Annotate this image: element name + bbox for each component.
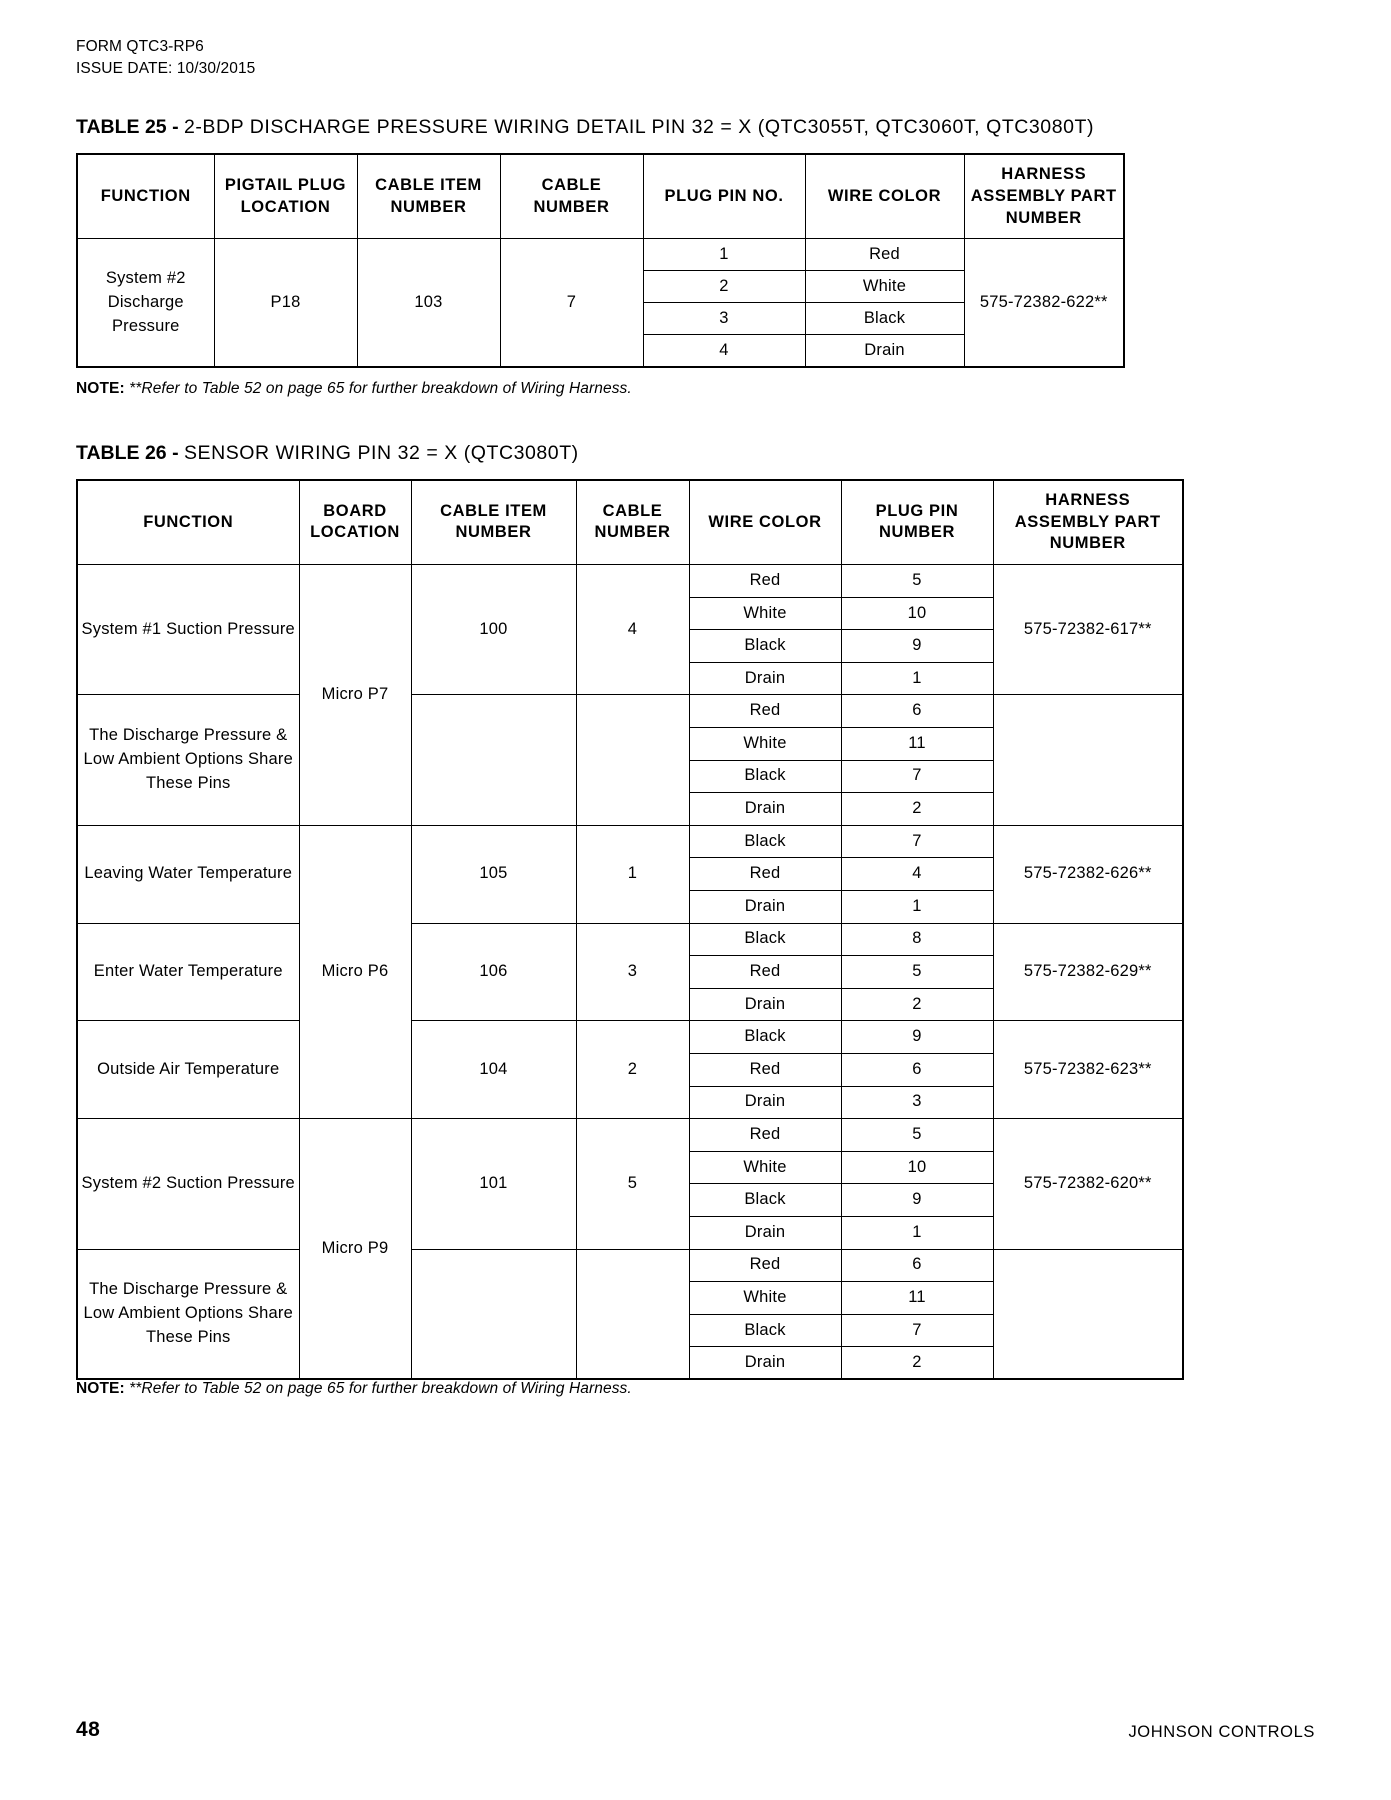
cell-plug-pin: 5: [841, 956, 993, 989]
cell-wire-color: Drain: [689, 1347, 841, 1380]
cell-wire-color: Red: [689, 1119, 841, 1152]
th-harness-assembly-part-number: HARNESS ASSEMBLY PART NUMBER: [993, 480, 1183, 565]
cell-plug-pin: 11: [841, 1282, 993, 1315]
form-number: FORM QTC3-RP6: [76, 38, 204, 55]
cell-plug-pin: 7: [841, 825, 993, 858]
table-26-note: [76, 1380, 1319, 1398]
table-25-title: [76, 116, 1319, 139]
cell-cable-item-number: 106: [411, 923, 576, 1021]
page-number: 48: [76, 1718, 101, 1741]
cell-function: System #2 Discharge Pressure: [77, 239, 214, 367]
cell-cable-item-number: 103: [357, 239, 500, 367]
cell-cable-number: 5: [576, 1119, 689, 1249]
note-label: NOTE:: [76, 1380, 125, 1398]
cell-wire-color: Drain: [689, 988, 841, 1021]
th-plug-pin-number: PLUG PIN NUMBER: [841, 480, 993, 565]
cell-function: The Discharge Pressure & Low Ambient Options Share These Pins: [77, 695, 299, 825]
cell-wire-color: White: [689, 597, 841, 630]
cell-harness-part-number: 575-72382-617**: [993, 565, 1183, 695]
table-26-title: [76, 442, 1319, 465]
th-cable-item-number: CABLE ITEM NUMBER: [411, 480, 576, 565]
table-26: [76, 479, 1184, 1381]
cell-plug-pin: 9: [841, 630, 993, 663]
cell-wire-color: Drain: [689, 891, 841, 924]
cell-wire-color: White: [689, 1282, 841, 1315]
cell-wire-color: Black: [689, 760, 841, 793]
table-row: [77, 825, 1183, 858]
cell-function: The Discharge Pressure & Low Ambient Options Share These Pins: [77, 1249, 299, 1379]
cell-cable-number: 7: [500, 239, 643, 367]
cell-plug-pin: 2: [841, 988, 993, 1021]
cell-wire-color: Red: [689, 858, 841, 891]
cell-harness-part-number: 575-72382-622**: [964, 239, 1124, 367]
cell-board-location: Micro P9: [299, 1119, 411, 1380]
cell-plug-pin: 4: [643, 335, 805, 367]
table-row: [77, 565, 1183, 598]
cell-plug-pin: 1: [841, 1216, 993, 1249]
cell-plug-pin: 2: [841, 1347, 993, 1380]
note-text: **Refer to Table 52 on page 65 for further breakdown of Wiring Harness.: [129, 1380, 632, 1398]
cell-wire-color: Red: [689, 565, 841, 598]
cell-wire-color: Black: [689, 1021, 841, 1054]
cell-wire-color: White: [689, 1151, 841, 1184]
cell-plug-pin: 5: [841, 565, 993, 598]
cell-plug-pin: 2: [643, 271, 805, 303]
th-cable-number: CABLE NUMBER: [576, 480, 689, 565]
company-name: JOHNSON CONTROLS: [1128, 1723, 1315, 1741]
table-25-title-lead: TABLE 25 -: [76, 116, 184, 138]
cell-harness-part-number: 575-72382-623**: [993, 1021, 1183, 1119]
cell-harness-part-number: 575-72382-629**: [993, 923, 1183, 1021]
table-row: [77, 239, 1124, 271]
cell-cable-number: [576, 1249, 689, 1379]
table-25-note: [76, 380, 1319, 398]
note-text: **Refer to Table 52 on page 65 for further breakdown of Wiring Harness.: [129, 379, 632, 397]
cell-wire-color: Black: [689, 1184, 841, 1217]
cell-wire-color: Black: [689, 923, 841, 956]
cell-wire-color: Red: [689, 695, 841, 728]
table-row: [77, 695, 1183, 728]
cell-wire-color: Drain: [689, 1216, 841, 1249]
cell-cable-item-number: 104: [411, 1021, 576, 1119]
cell-wire-color: White: [689, 728, 841, 761]
table-row: [77, 1249, 1183, 1282]
cell-cable-number: [576, 695, 689, 825]
cell-wire-color: Red: [689, 956, 841, 989]
cell-wire-color: Drain: [689, 1086, 841, 1119]
th-cable-number: CABLE NUMBER: [500, 154, 643, 239]
cell-function: Outside Air Temperature: [77, 1021, 299, 1119]
th-wire-color: WIRE COLOR: [689, 480, 841, 565]
table-row: [77, 923, 1183, 956]
cell-cable-item-number: [411, 1249, 576, 1379]
issue-date: ISSUE DATE: 10/30/2015: [76, 60, 256, 77]
cell-plug-pin: 1: [841, 891, 993, 924]
cell-cable-number: 1: [576, 825, 689, 923]
cell-plug-pin: 3: [643, 303, 805, 335]
cell-cable-item-number: 105: [411, 825, 576, 923]
table-row: [77, 1119, 1183, 1152]
cell-board-location: Micro P6: [299, 825, 411, 1118]
note-label: NOTE:: [76, 379, 125, 397]
cell-cable-number: 2: [576, 1021, 689, 1119]
th-harness-assembly-part-number: HARNESS ASSEMBLY PART NUMBER: [964, 154, 1124, 239]
cell-plug-pin: 3: [841, 1086, 993, 1119]
cell-cable-item-number: 100: [411, 565, 576, 695]
cell-wire-color: Drain: [689, 793, 841, 826]
cell-plug-pin: 1: [841, 662, 993, 695]
cell-harness-part-number: 575-72382-620**: [993, 1119, 1183, 1249]
cell-wire-color: Black: [689, 825, 841, 858]
cell-wire-color: Red: [805, 239, 964, 271]
cell-cable-number: 3: [576, 923, 689, 1021]
cell-function: System #2 Suction Pressure: [77, 1119, 299, 1249]
cell-plug-pin: 6: [841, 695, 993, 728]
cell-harness-part-number: [993, 1249, 1183, 1379]
table-25-header-row: [77, 154, 1124, 239]
cell-cable-item-number: 101: [411, 1119, 576, 1249]
th-function: FUNCTION: [77, 480, 299, 565]
cell-plug-pin: 1: [643, 239, 805, 271]
table-26-title-lead: TABLE 26 -: [76, 441, 184, 464]
cell-wire-color: Drain: [689, 662, 841, 695]
th-function: FUNCTION: [77, 154, 214, 239]
cell-harness-part-number: [993, 695, 1183, 825]
cell-pigtail-plug-location: P18: [214, 239, 357, 367]
cell-function: System #1 Suction Pressure: [77, 565, 299, 695]
cell-plug-pin: 4: [841, 858, 993, 891]
page-footer: [76, 1718, 1315, 1742]
cell-plug-pin: 10: [841, 1151, 993, 1184]
th-board-location: BOARD LOCATION: [299, 480, 411, 565]
cell-wire-color: Black: [805, 303, 964, 335]
cell-wire-color: Red: [689, 1249, 841, 1282]
document-header: [76, 36, 1319, 80]
th-wire-color: WIRE COLOR: [805, 154, 964, 239]
th-cable-item-number: CABLE ITEM NUMBER: [357, 154, 500, 239]
cell-plug-pin: 9: [841, 1021, 993, 1054]
cell-plug-pin: 7: [841, 760, 993, 793]
cell-cable-number: 4: [576, 565, 689, 695]
table-row: [77, 1021, 1183, 1054]
cell-wire-color: White: [805, 271, 964, 303]
table-25-title-rest: 2-BDP DISCHARGE PRESSURE WIRING DETAIL PIN 32 = X (QTC3055T, QTC3060T, QTC3080T): [183, 116, 1094, 138]
cell-harness-part-number: 575-72382-626**: [993, 825, 1183, 923]
cell-wire-color: Black: [689, 1314, 841, 1347]
cell-plug-pin: 6: [841, 1054, 993, 1087]
cell-wire-color: Black: [689, 630, 841, 663]
cell-function: Leaving Water Temperature: [77, 825, 299, 923]
table-25: [76, 153, 1125, 368]
cell-plug-pin: 6: [841, 1249, 993, 1282]
cell-wire-color: Drain: [805, 335, 964, 367]
th-pigtail-plug-location: PIGTAIL PLUG LOCATION: [214, 154, 357, 239]
cell-plug-pin: 2: [841, 793, 993, 826]
cell-function: Enter Water Temperature: [77, 923, 299, 1021]
cell-cable-item-number: [411, 695, 576, 825]
section-gap: [76, 398, 1319, 442]
table-26-header-row: [77, 480, 1183, 565]
table-26-title-rest: SENSOR WIRING PIN 32 = X (QTC3080T): [183, 441, 579, 464]
cell-board-location: Micro P7: [299, 565, 411, 826]
cell-plug-pin: 7: [841, 1314, 993, 1347]
cell-plug-pin: 5: [841, 1119, 993, 1152]
cell-plug-pin: 11: [841, 728, 993, 761]
cell-plug-pin: 10: [841, 597, 993, 630]
cell-wire-color: Red: [689, 1054, 841, 1087]
cell-plug-pin: 9: [841, 1184, 993, 1217]
th-plug-pin-no: PLUG PIN NO.: [643, 154, 805, 239]
cell-plug-pin: 8: [841, 923, 993, 956]
